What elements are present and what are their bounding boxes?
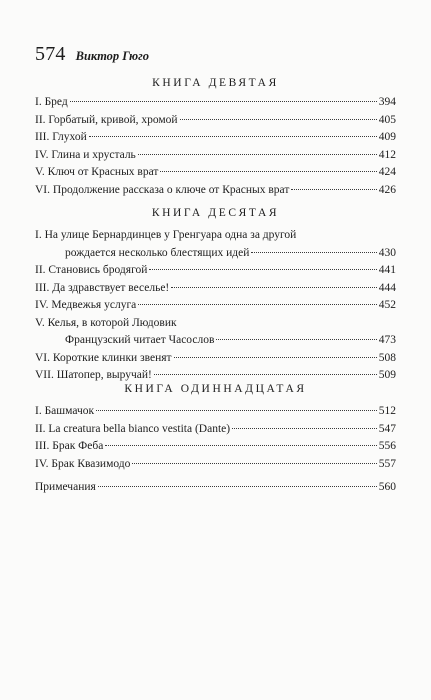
toc-section (35, 403, 396, 473)
entry-page: 412 (378, 148, 396, 161)
entry-title: Примечания (35, 481, 96, 493)
entry-page: 426 (378, 183, 396, 196)
book-title: КНИГА ОДИННАДЦАТАЯ (124, 383, 307, 395)
dot-leader (70, 101, 377, 102)
entry-page: 557 (378, 457, 396, 470)
dot-leader (232, 428, 377, 429)
entry-title: IV. Брак Квазимодо (35, 457, 131, 470)
dot-leader (96, 410, 377, 411)
dot-leader (160, 171, 376, 172)
toc-entry (35, 403, 396, 421)
entry-title: VI. Короткие клинки звенят (35, 351, 172, 364)
toc-entry (35, 94, 396, 112)
toc-entry (35, 297, 396, 315)
dot-leader (89, 136, 377, 137)
entry-page: 508 (378, 351, 396, 364)
dot-leader (132, 463, 376, 464)
entry-page: 441 (378, 264, 396, 276)
entry-page: 405 (378, 113, 396, 126)
entry-title: II. La creatura bella bianco vestita (Dante) (35, 422, 231, 435)
entry-title: II. Становись бродягой (35, 264, 148, 276)
toc-entry (35, 456, 396, 474)
toc-entry (35, 367, 396, 385)
entry-page: 473 (378, 334, 396, 346)
running-header (35, 43, 149, 66)
entry-page: 560 (378, 481, 396, 493)
entry-title-line: V. Келья, в которой Людовик (35, 316, 177, 329)
entry-title: I. Башмачок (35, 405, 95, 417)
toc-entry (35, 262, 396, 280)
dot-leader (98, 486, 377, 487)
toc-entry (35, 315, 396, 350)
dot-leader (149, 269, 376, 270)
toc-entry (35, 227, 396, 262)
toc-entry (35, 421, 396, 439)
entry-title: IV. Медвежья услуга (35, 299, 137, 311)
entry-page: 430 (378, 246, 396, 259)
entry-page: 509 (378, 369, 396, 381)
toc-section (35, 227, 396, 385)
entry-title: III. Глухой (35, 131, 87, 143)
dot-leader (105, 445, 376, 446)
entry-page: 512 (378, 405, 396, 417)
dot-leader (171, 287, 376, 288)
entry-page: 424 (378, 166, 396, 178)
toc-entry (35, 350, 396, 368)
dot-leader (291, 189, 376, 190)
dot-leader (180, 119, 377, 120)
dot-leader (138, 154, 377, 155)
toc-entry (35, 438, 396, 456)
toc-entry (35, 164, 396, 182)
page-number: 574 (35, 43, 66, 65)
dot-leader (251, 252, 376, 253)
running-head-author: Виктор Гюго (75, 49, 149, 63)
dot-leader (174, 357, 377, 358)
entry-page: 452 (378, 299, 396, 311)
entry-title: Французский читает Часослов (65, 334, 215, 346)
entry-page: 394 (378, 96, 396, 108)
entry-title: III. Брак Феба (35, 440, 104, 452)
entry-page: 409 (378, 131, 396, 143)
toc-entry (35, 280, 396, 298)
entry-page: 556 (378, 440, 396, 452)
toc-entry (35, 112, 396, 130)
dot-leader (216, 339, 376, 340)
entry-page: 547 (378, 422, 396, 435)
dot-leader (138, 304, 376, 305)
entry-title: IV. Глина и хрусталь (35, 148, 136, 161)
entry-title: II. Горбатый, кривой, хромой (35, 113, 178, 126)
entry-title: VI. Продолжение рассказа о ключе от Красных врат (35, 183, 290, 196)
toc-entry (35, 182, 396, 200)
book-title: КНИГА ДЕСЯТАЯ (151, 207, 280, 219)
toc-entry (35, 129, 396, 147)
entry-title: III. Да здравствует веселье! (35, 281, 170, 294)
entry-page: 444 (378, 281, 396, 294)
entry-title: VII. Шатопер, выручай! (35, 369, 152, 381)
toc-notes (35, 479, 396, 497)
entry-title: V. Ключ от Красных врат (35, 166, 159, 178)
toc-section (35, 94, 396, 199)
toc-entry (35, 479, 396, 497)
entry-title-line: I. На улице Бернардинцев у Гренгуара одна за другой (35, 229, 297, 241)
entry-title: рождается несколько блестящих идей (65, 246, 250, 259)
book-title: КНИГА ДЕВЯТАЯ (152, 77, 279, 89)
dot-leader (154, 374, 377, 375)
entry-title: I. Бред (35, 96, 68, 108)
toc-entry (35, 147, 396, 165)
